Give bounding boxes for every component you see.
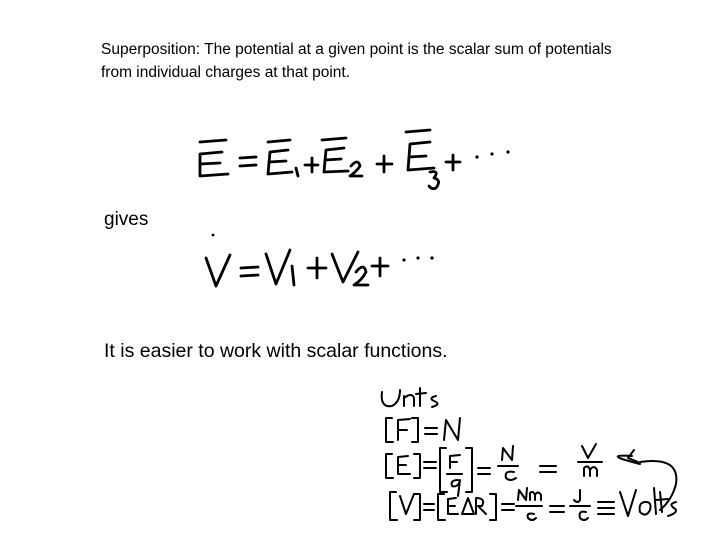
potential-superposition-equation xyxy=(206,234,434,286)
superposition-line-1: Superposition: The potential at a given point is the scalar sum of potentials xyxy=(101,41,612,58)
conclusion-text: It is easier to work with scalar functions. xyxy=(104,340,448,362)
units-notes xyxy=(382,388,677,520)
gives-label: gives xyxy=(104,209,149,230)
superposition-line-2: from individual charges at that point. xyxy=(101,64,350,81)
field-superposition-equation xyxy=(200,130,510,189)
